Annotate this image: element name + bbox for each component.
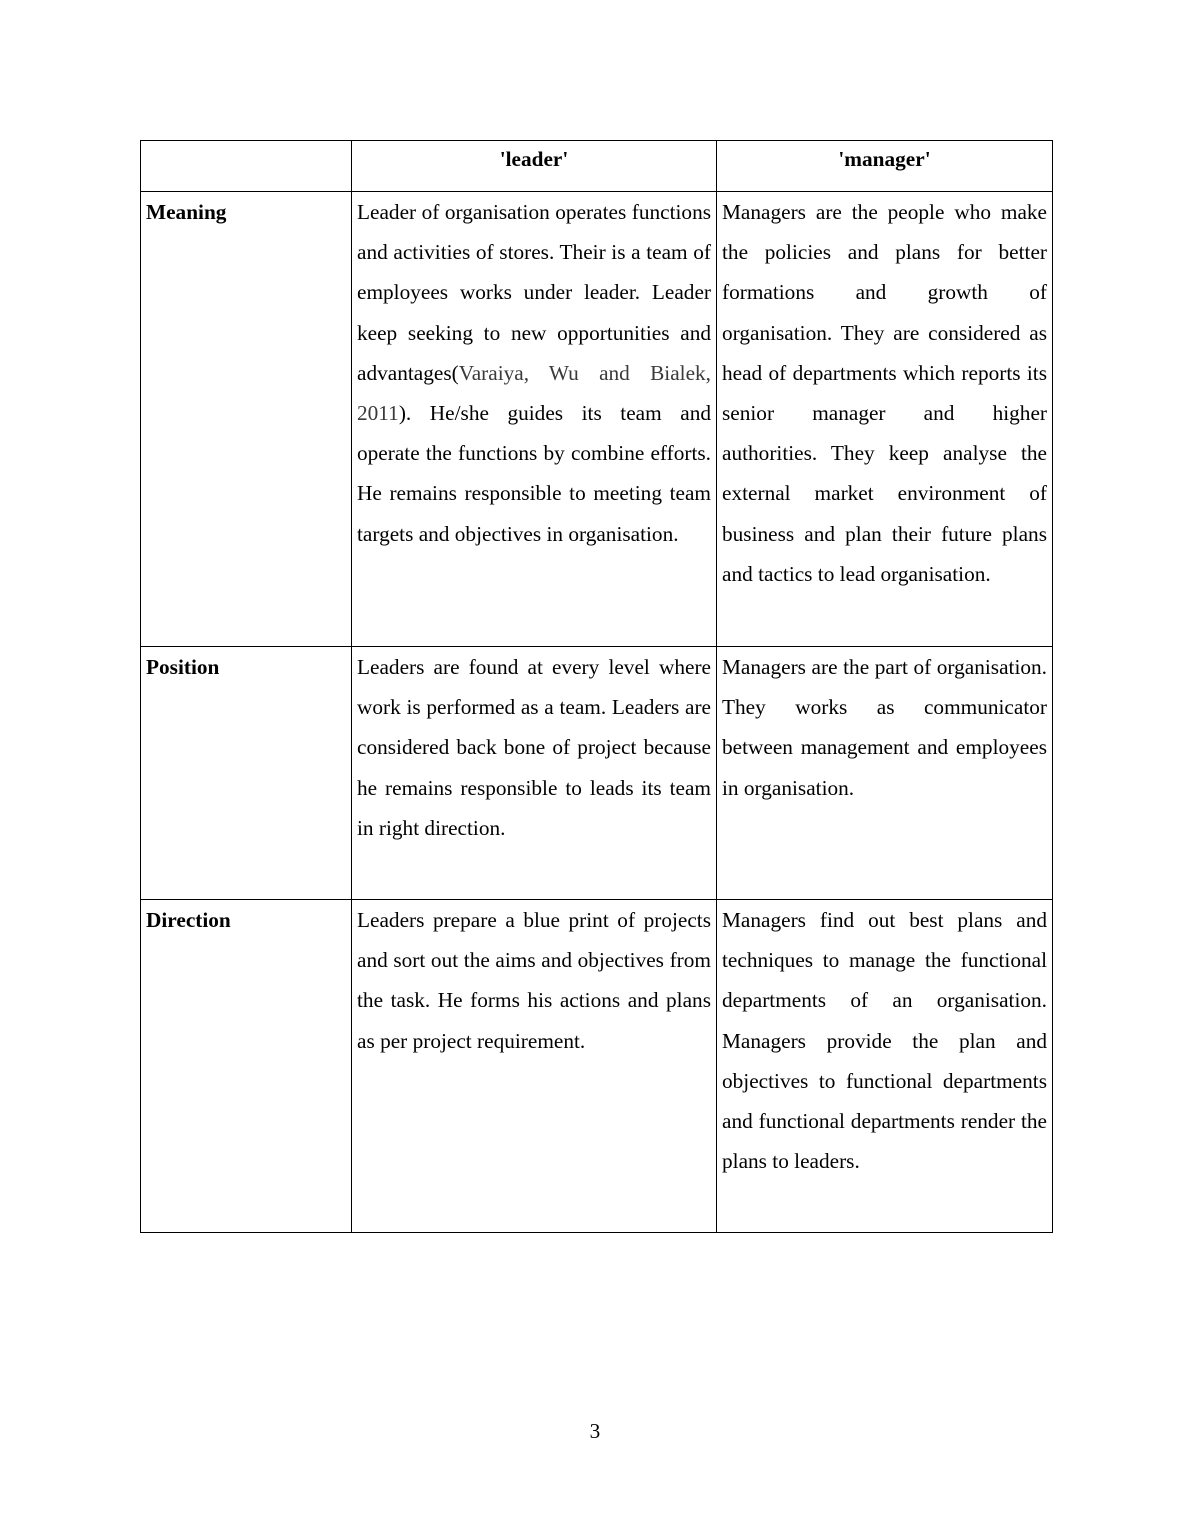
table-row-position: [141, 647, 1053, 900]
table-header-row: [141, 141, 1053, 192]
header-empty-cell: [141, 141, 352, 192]
header-manager: 'manager': [717, 141, 1053, 192]
row-label-direction: Direction: [141, 900, 352, 1233]
row-label-position: Position: [141, 647, 352, 900]
manager-meaning-cell: Managers are the people who make the policies and plans for better formations and growth of organisation. They are considered as head of departments which reports its senior manager and higher authorities. They keep analyse the external market environment of business and plan their future plans and tactics to lead organisation.: [717, 192, 1053, 647]
table-row-direction: [141, 900, 1053, 1233]
header-leader: 'leader': [352, 141, 717, 192]
manager-position-cell: Managers are the part of organisation. They works as communicator between management and employees in organisation.: [717, 647, 1053, 900]
leader-manager-comparison-table: [140, 140, 1053, 1233]
leader-position-cell: Leaders are found at every level where work is performed as a team. Leaders are considered back bone of project because he remains responsible to leads its team in right direction.: [352, 647, 717, 900]
leader-meaning-text-end: ). He/she guides its team and operate the functions by combine efforts. He remains responsible to meeting team targets and objectives in organisation.: [357, 401, 711, 546]
row-label-meaning: Meaning: [141, 192, 352, 647]
citation-varaiya: Varaiya, Wu and Bialek, 2011: [357, 360, 711, 426]
leader-meaning-cell: [352, 192, 717, 647]
page-number: 3: [589, 1419, 601, 1443]
manager-direction-cell: Managers find out best plans and techniques to manage the functional departments of an organisation. Managers provide the plan and objectives to functional departments and functional departments render the plans to leaders.: [717, 900, 1053, 1233]
leader-meaning-text: Leader of organisation operates functions and activities of stores. Their is a team of employees works under leader. Leader keep seeking to new opportunities and advantages(: [357, 200, 711, 385]
table-row-meaning: [141, 192, 1053, 647]
leader-direction-cell: Leaders prepare a blue print of projects and sort out the aims and objectives from the task. He forms his actions and plans as per project requirement.: [352, 900, 717, 1233]
